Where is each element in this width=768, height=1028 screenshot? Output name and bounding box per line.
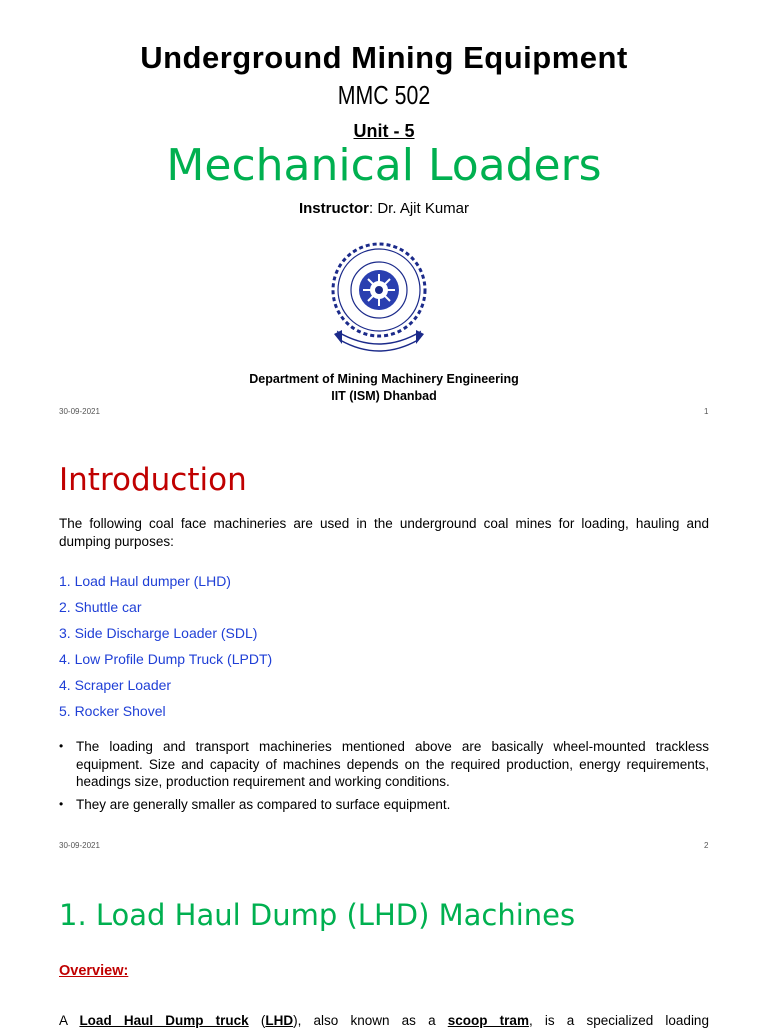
bullet-list <box>59 738 709 818</box>
department-name: Department of Mining Machinery Engineering <box>249 372 519 386</box>
slide-date: 30-09-2021 <box>59 841 100 850</box>
institute-name: IIT (ISM) Dhanbad <box>331 389 437 403</box>
course-code: MMC 502 <box>337 80 431 110</box>
topic-title: Mechanical Loaders <box>166 140 602 191</box>
text-run: A <box>59 1013 68 1028</box>
slide-page-number: 1 <box>704 407 709 416</box>
institute-logo <box>328 240 430 354</box>
overview-text: Overview <box>59 963 124 979</box>
intro-paragraph: The following coal face machineries are used in the underground coal mines for loading, hauling and dumping purposes: <box>59 516 709 549</box>
section-heading: 1. Load Haul Dump (LHD) Machines <box>59 898 576 932</box>
list-item: 3. Side Discharge Loader (SDL) <box>59 625 258 641</box>
text-run: , is a specialized loading <box>528 1013 709 1028</box>
unit-label: Unit - 5 <box>353 121 415 141</box>
bullet-text: They are generally smaller as compared to surface equipment. <box>76 796 451 812</box>
list-item: 1. Load Haul dumper (LHD) <box>59 573 231 589</box>
instructor-name: : Dr. Ajit Kumar <box>368 200 470 217</box>
bullet-icon: • <box>59 739 64 753</box>
term-lhd: Load Haul Dump truck <box>79 1013 249 1028</box>
course-title: Underground Mining Equipment <box>140 40 628 75</box>
list-item: 4. Low Profile Dump Truck (LPDT) <box>59 651 273 667</box>
machine-list <box>59 570 272 726</box>
overview-paragraph <box>59 1013 709 1028</box>
bullet-text: The loading and transport machineries mentioned above are basically wheel-mounted trackless equipment. Size and capacity of machines depends on the required production, energy requirements, headings size, production requirement and working conditions. <box>76 739 709 789</box>
instructor-label: Instructor <box>298 200 369 217</box>
overview-colon: : <box>123 963 129 979</box>
list-item: 4. Scraper Loader <box>59 677 172 693</box>
text-run: ), also known as a <box>293 1013 436 1028</box>
term-scoop-tram: scoop tram <box>447 1013 529 1028</box>
list-item: 2. Shuttle car <box>59 599 142 615</box>
slide-date: 30-09-2021 <box>59 407 100 416</box>
text-run: ( <box>260 1013 266 1028</box>
department-block <box>0 371 768 405</box>
section-heading: Introduction <box>59 462 247 498</box>
institute-seal-icon <box>328 240 430 354</box>
bullet-item <box>59 738 709 791</box>
bullet-item <box>59 796 709 814</box>
list-item: 5. Rocker Shovel <box>59 703 166 719</box>
term-abbr: LHD <box>265 1013 294 1028</box>
bullet-icon: • <box>59 796 64 811</box>
instructor-line <box>0 200 768 217</box>
slide-page-number: 2 <box>704 841 709 850</box>
overview-label <box>59 963 128 979</box>
